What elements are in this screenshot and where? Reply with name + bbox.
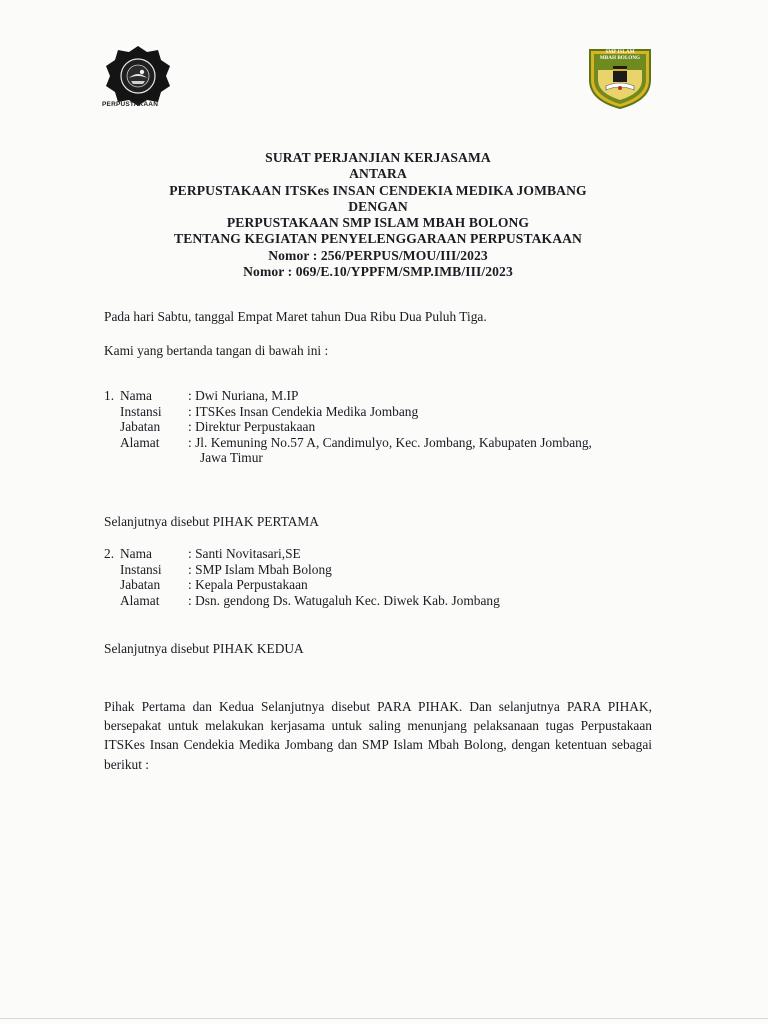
title-line: DENGAN [348,198,408,214]
school-logo-text-bottom: MBAH BOLONG [599,55,641,61]
field-label: Nama [120,388,152,403]
title-line: PERPUSTAKAAN SMP ISLAM MBAH BOLONG [226,215,530,231]
field-value: : Santi Novitasari,SE [188,546,301,561]
title-line: ANTARA [349,166,407,182]
field-value-continued: Jawa Timur [200,450,263,466]
school-logo-text [586,49,654,61]
school-logo-text-top: SMP ISLAM [605,49,635,55]
field-value: : Direktur Perpustakaan [188,419,316,435]
field-value: : Dwi Nuriana, M.IP [188,388,299,403]
field-value: : SMP Islam Mbah Bolong [188,561,332,577]
field-label: Alamat [120,434,160,450]
reference-number: Nomor : 069/E.10/YPPFM/SMP.IMB/III/2023 [243,264,513,280]
field-value: : Kepala Perpustakaan [188,577,308,593]
title-line: PERPUSTAKAAN ITSKes INSAN CENDEKIA MEDIKA JOMBANG [169,182,587,198]
field-value: : Dsn. gendong Ds. Watugaluh Kec. Diwek Kab. Jombang [188,592,500,608]
field-value: : ITSKes Insan Cendekia Medika Jombang [188,403,419,419]
party-second-designation: Selanjutnya disebut PIHAK KEDUA [104,641,304,656]
reference-number: Nomor : 256/PERPUS/MOU/III/2023 [268,247,488,263]
field-value: : Jl. Kemuning No.57 A, Candimulyo, Kec. Jombang, Kabupaten Jombang, [188,434,592,450]
title-line: SURAT PERJANJIAN KERJASAMA [265,150,491,165]
field-label: Nama [120,546,152,561]
page-edge [0,1018,768,1019]
field-label: Alamat [120,592,160,608]
field-label: Jabatan [120,419,161,435]
party-first-designation: Selanjutnya disebut PIHAK PERTAMA [104,514,319,529]
field-label: Jabatan [120,577,161,593]
party-number: 1. [104,388,115,403]
field-label: Instansi [120,561,162,577]
date-statement: Pada hari Sabtu, tanggal Empat Maret tahun Dua Ribu Dua Puluh Tiga. [104,309,487,324]
title-line: TENTANG KEGIATAN PENYELENGGARAAN PERPUSTAKAAN [174,231,582,247]
agreement-paragraph: Pihak Pertama dan Kedua Selanjutnya disebut PARA PIHAK. Dan selanjutnya PARA PIHAK, bersepakat untuk melakukan kerjasama untuk saling menunjang pelaksanaan tugas Perpustakaan ITSKes Insan Cendekia Medika Jombang dan SMP Islam Mbah Bolong, dengan ketentuan sebagai berikut : [104,699,652,772]
field-label: Instansi [120,403,162,419]
document-title [100,150,656,280]
signers-statement: Kami yang bertanda tangan di bawah ini : [104,343,329,358]
party-number: 2. [104,546,115,561]
logo-caption: PERPUSTAKAAN [102,101,159,108]
